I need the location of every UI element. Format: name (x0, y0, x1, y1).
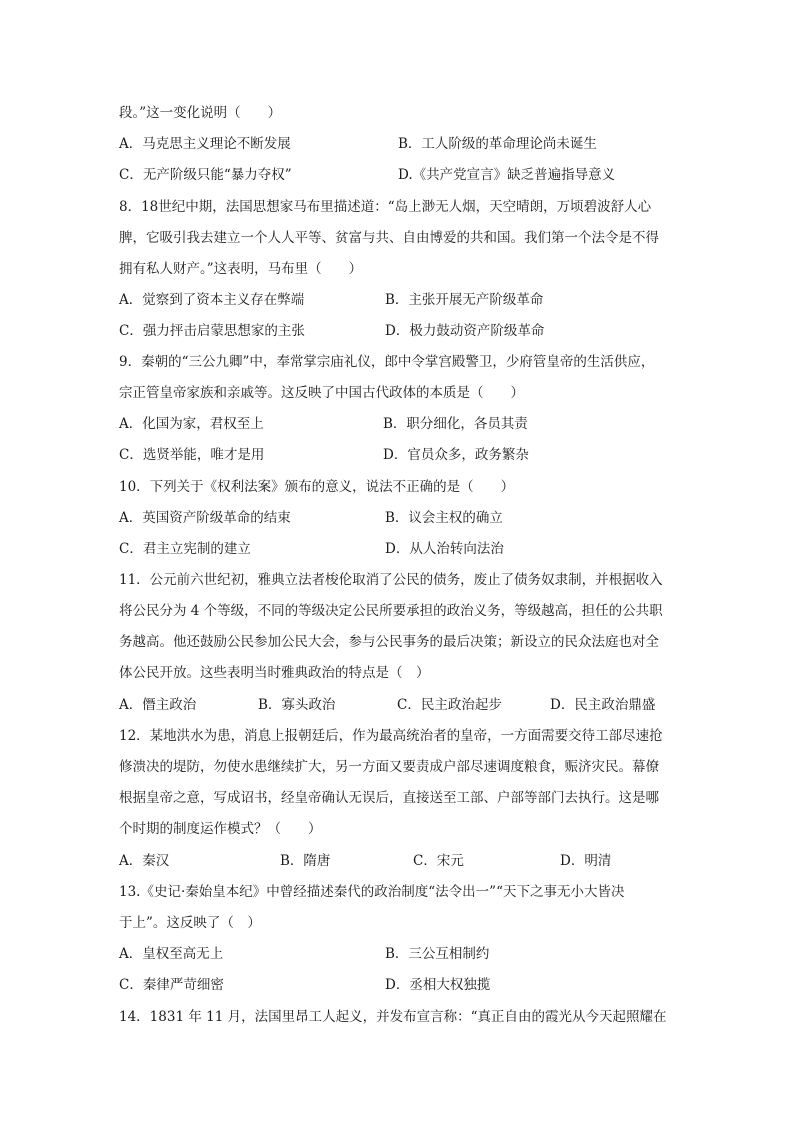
q8-option-c: C．强力抨击启蒙思想家的主张 (119, 323, 305, 339)
question-11-stem-line-1: 11．公元前六世纪初，雅典立法者梭伦取消了公民的债务，废止了债务奴隶制，并根据收入 (119, 572, 663, 588)
question-11-stem-line-3: 务越高。他还鼓励公民参加公民大会，参与公民事务的最后决策；新设立的民众法庭也对全 (119, 634, 659, 650)
q7-option-c: C．无产阶级只能“暴力夺权” (119, 167, 292, 183)
q11-option-c: C．民主政治起步 (397, 697, 502, 713)
q7-option-a: A．马克思主义理论不断发展 (119, 136, 291, 152)
question-12-stem-line-1: 12．某地洪水为患，消息上报朝廷后，作为最高统治者的皇帝，一方面需要交待工部尽速抢 (119, 728, 663, 744)
q10-option-b: B．议会主权的确立 (385, 510, 503, 526)
q9-option-d: D．官员众多，政务繁杂 (383, 447, 529, 463)
q7-option-d: D.《共产党宣言》缺乏普遍指导意义 (398, 167, 616, 183)
q8-option-b: B．主张开展无产阶级革命 (385, 292, 544, 308)
question-8-stem-line-2: 脾，它吸引我去建立一个人人平等、贫富与共、自由博爱的共和国。我们第一个法令是不得 (119, 230, 659, 246)
q13-option-d: D．丞相大权独揽 (385, 977, 491, 993)
question-14-stem-line-1: 14．1831 年 11 月，法国里昂工人起义，并发布宣言称：“真正自由的霞光从今天起照耀在 (119, 1009, 667, 1025)
q9-option-c: C．选贤举能，唯才是用 (119, 447, 265, 463)
question-10-stem: 10．下列关于《权利法案》颁布的意义，说法不正确的是（ ） (119, 479, 515, 495)
q13-option-a: A．皇权至高无上 (119, 946, 224, 962)
question-7-stem-tail: 段。”这一变化说明（ ） (119, 105, 282, 121)
question-11-stem-line-2: 将公民分为 4 个等级，不同的等级决定公民所要承担的政治义务，等级越高，担任的公共职 (119, 603, 663, 619)
q10-option-d: D．从人治转向法治 (385, 541, 504, 557)
q10-option-a: A．英国资产阶级革命的结束 (119, 510, 291, 526)
q9-option-a: A．化国为家，君权至上 (119, 416, 264, 432)
q12-option-d: D．明清 (560, 853, 612, 869)
q11-option-b: B．寡头政治 (258, 697, 336, 713)
q13-option-b: B．三公互相制约 (385, 946, 490, 962)
q12-option-c: C．宋元 (413, 853, 464, 869)
question-9-stem-line-2: 宗正管皇帝家族和亲戚等。这反映了中国古代政体的本质是（ ） (119, 385, 524, 401)
question-12-stem-line-2: 修溃决的堤防，勿使水患继续扩大，另一方面又要责成户部尽速调度粮食，赈济灾民。幕僚 (119, 759, 659, 775)
q13-option-c: C．秦律严苛细密 (119, 977, 224, 993)
question-12-stem-line-3: 根据皇帝之意，写成诏书，经皇帝确认无误后，直接送至工部、户部等部门去执行。这是哪 (119, 790, 659, 806)
question-8-stem-line-3: 拥有私人财产。”这表明，马布里（ ） (119, 261, 363, 277)
q8-option-d: D．极力鼓动资产阶级革命 (385, 323, 545, 339)
question-13-stem-line-2: 于上”。这反映了（ ） (119, 915, 261, 931)
q7-option-b: B．工人阶级的革命理论尚未诞生 (398, 136, 597, 152)
q12-option-a: A．秦汉 (119, 853, 170, 869)
question-8-stem-line-1: 8．18世纪中期，法国思想家马布里描述道：“岛上渺无人烟，天空晴朗，万顷碧波舒人心 (119, 199, 652, 215)
question-12-stem-line-4: 个时期的制度运作模式？（ ） (119, 821, 322, 837)
question-9-stem-line-1: 9．秦朝的“三公九卿”中，奉常掌宗庙礼仪，郎中令掌宫殿警卫，少府管皇帝的生活供应， (119, 354, 655, 370)
q8-option-a: A．觉察到了资本主义存在弊端 (119, 292, 305, 308)
q10-option-c: C．君主立宪制的建立 (119, 541, 251, 557)
q11-option-d: D．民主政治鼎盛 (550, 697, 656, 713)
q12-option-b: B．隋唐 (280, 853, 331, 869)
q11-option-a: A．僭主政治 (119, 697, 197, 713)
question-13-stem-line-1: 13.《史记·秦始皇本纪》中曾经描述秦代的政治制度“法令出一”“天下之事无小大皆决 (119, 884, 625, 900)
q9-option-b: B．职分细化，各员其责 (383, 416, 528, 432)
question-11-stem-line-4: 体公民开放。这些表明当时雅典政治的特点是（ ） (119, 665, 430, 681)
